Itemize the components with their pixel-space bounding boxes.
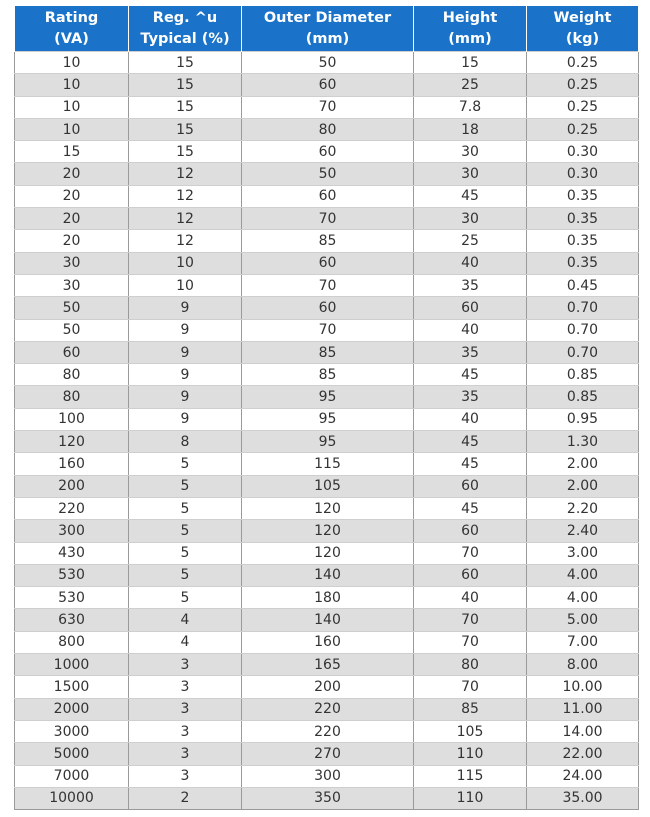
height-cell: 25	[414, 230, 527, 252]
outer-diameter-cell: 120	[242, 497, 414, 519]
regulation-cell: 3	[129, 765, 242, 787]
outer-diameter-cell: 95	[242, 431, 414, 453]
regulation-cell: 2	[129, 787, 242, 809]
height-cell: 70	[414, 542, 527, 564]
rating-cell: 530	[15, 564, 129, 586]
table-row	[15, 676, 639, 698]
rating-cell: 20	[15, 163, 129, 185]
header-regulation	[129, 6, 242, 52]
rating-cell: 15	[15, 141, 129, 163]
header-outer-diameter-line1: Outer Diameter	[263, 10, 392, 26]
regulation-cell: 3	[129, 698, 242, 720]
regulation-cell: 5	[129, 542, 242, 564]
outer-diameter-cell: 120	[242, 520, 414, 542]
weight-cell: 0.25	[527, 52, 639, 74]
weight-cell: 2.20	[527, 497, 639, 519]
height-cell: 85	[414, 698, 527, 720]
height-cell: 60	[414, 475, 527, 497]
outer-diameter-cell: 70	[242, 208, 414, 230]
table-row	[15, 118, 639, 140]
weight-cell: 0.35	[527, 252, 639, 274]
regulation-cell: 5	[129, 564, 242, 586]
table-body	[15, 52, 639, 810]
weight-cell: 0.25	[527, 96, 639, 118]
rating-cell: 20	[15, 185, 129, 207]
outer-diameter-cell: 300	[242, 765, 414, 787]
height-cell: 25	[414, 74, 527, 96]
rating-cell: 5000	[15, 743, 129, 765]
regulation-cell: 12	[129, 208, 242, 230]
regulation-cell: 9	[129, 386, 242, 408]
header-row	[15, 6, 639, 52]
height-cell: 7.8	[414, 96, 527, 118]
height-cell: 30	[414, 141, 527, 163]
regulation-cell: 10	[129, 252, 242, 274]
rating-cell: 80	[15, 386, 129, 408]
table-row	[15, 274, 639, 296]
regulation-cell: 15	[129, 118, 242, 140]
weight-cell: 0.30	[527, 141, 639, 163]
rating-cell: 120	[15, 431, 129, 453]
rating-cell: 160	[15, 453, 129, 475]
table-row	[15, 631, 639, 653]
outer-diameter-cell: 60	[242, 141, 414, 163]
transformer-spec-table	[14, 6, 639, 810]
weight-cell: 2.00	[527, 475, 639, 497]
regulation-cell: 3	[129, 654, 242, 676]
outer-diameter-cell: 140	[242, 609, 414, 631]
outer-diameter-cell: 220	[242, 698, 414, 720]
height-cell: 110	[414, 787, 527, 809]
weight-cell: 0.85	[527, 386, 639, 408]
rating-cell: 530	[15, 587, 129, 609]
header-weight-line2: (kg)	[565, 31, 600, 47]
table-row	[15, 408, 639, 430]
table-row	[15, 141, 639, 163]
table-row	[15, 74, 639, 96]
weight-cell: 0.70	[527, 319, 639, 341]
height-cell: 105	[414, 720, 527, 742]
table-row	[15, 475, 639, 497]
spec-table-container	[14, 6, 638, 810]
regulation-cell: 3	[129, 720, 242, 742]
weight-cell: 0.95	[527, 408, 639, 430]
regulation-cell: 15	[129, 141, 242, 163]
weight-cell: 0.30	[527, 163, 639, 185]
regulation-cell: 5	[129, 497, 242, 519]
outer-diameter-cell: 270	[242, 743, 414, 765]
height-cell: 70	[414, 609, 527, 631]
rating-cell: 630	[15, 609, 129, 631]
regulation-cell: 12	[129, 163, 242, 185]
table-row	[15, 654, 639, 676]
regulation-cell: 9	[129, 364, 242, 386]
height-cell: 70	[414, 676, 527, 698]
height-cell: 15	[414, 52, 527, 74]
regulation-cell: 5	[129, 453, 242, 475]
rating-cell: 30	[15, 274, 129, 296]
regulation-cell: 4	[129, 631, 242, 653]
height-cell: 35	[414, 341, 527, 363]
outer-diameter-cell: 60	[242, 297, 414, 319]
weight-cell: 2.40	[527, 520, 639, 542]
outer-diameter-cell: 85	[242, 230, 414, 252]
table-row	[15, 364, 639, 386]
header-regulation-line1: Reg. ^u	[152, 10, 218, 26]
weight-cell: 4.00	[527, 587, 639, 609]
rating-cell: 30	[15, 252, 129, 274]
height-cell: 40	[414, 408, 527, 430]
weight-cell: 35.00	[527, 787, 639, 809]
rating-cell: 60	[15, 341, 129, 363]
rating-cell: 200	[15, 475, 129, 497]
weight-cell: 2.00	[527, 453, 639, 475]
outer-diameter-cell: 200	[242, 676, 414, 698]
rating-cell: 2000	[15, 698, 129, 720]
table-row	[15, 720, 639, 742]
weight-cell: 0.25	[527, 74, 639, 96]
regulation-cell: 3	[129, 676, 242, 698]
height-cell: 40	[414, 319, 527, 341]
table-row	[15, 587, 639, 609]
rating-cell: 80	[15, 364, 129, 386]
height-cell: 45	[414, 453, 527, 475]
table-row	[15, 743, 639, 765]
weight-cell: 8.00	[527, 654, 639, 676]
weight-cell: 0.35	[527, 208, 639, 230]
height-cell: 35	[414, 274, 527, 296]
outer-diameter-cell: 180	[242, 587, 414, 609]
weight-cell: 0.35	[527, 185, 639, 207]
table-row	[15, 252, 639, 274]
height-cell: 60	[414, 297, 527, 319]
height-cell: 60	[414, 564, 527, 586]
regulation-cell: 9	[129, 297, 242, 319]
weight-cell: 22.00	[527, 743, 639, 765]
regulation-cell: 5	[129, 520, 242, 542]
table-row	[15, 386, 639, 408]
table-row	[15, 297, 639, 319]
weight-cell: 0.70	[527, 341, 639, 363]
header-outer-diameter	[242, 6, 414, 52]
height-cell: 80	[414, 654, 527, 676]
rating-cell: 10	[15, 96, 129, 118]
table-row	[15, 453, 639, 475]
outer-diameter-cell: 165	[242, 654, 414, 676]
outer-diameter-cell: 50	[242, 52, 414, 74]
table-row	[15, 341, 639, 363]
height-cell: 45	[414, 364, 527, 386]
table-row	[15, 542, 639, 564]
outer-diameter-cell: 350	[242, 787, 414, 809]
rating-cell: 100	[15, 408, 129, 430]
rating-cell: 220	[15, 497, 129, 519]
header-height	[414, 6, 527, 52]
regulation-cell: 9	[129, 319, 242, 341]
table-row	[15, 431, 639, 453]
height-cell: 45	[414, 497, 527, 519]
rating-cell: 10	[15, 118, 129, 140]
table-row	[15, 230, 639, 252]
outer-diameter-cell: 95	[242, 386, 414, 408]
weight-cell: 1.30	[527, 431, 639, 453]
regulation-cell: 5	[129, 587, 242, 609]
height-cell: 18	[414, 118, 527, 140]
regulation-cell: 5	[129, 475, 242, 497]
weight-cell: 0.35	[527, 230, 639, 252]
height-cell: 45	[414, 185, 527, 207]
regulation-cell: 9	[129, 341, 242, 363]
weight-cell: 4.00	[527, 564, 639, 586]
header-height-line1: Height	[442, 10, 498, 26]
outer-diameter-cell: 60	[242, 252, 414, 274]
rating-cell: 20	[15, 208, 129, 230]
outer-diameter-cell: 160	[242, 631, 414, 653]
regulation-cell: 8	[129, 431, 242, 453]
rating-cell: 50	[15, 297, 129, 319]
table-row	[15, 698, 639, 720]
regulation-cell: 15	[129, 96, 242, 118]
outer-diameter-cell: 105	[242, 475, 414, 497]
outer-diameter-cell: 70	[242, 274, 414, 296]
outer-diameter-cell: 140	[242, 564, 414, 586]
regulation-cell: 15	[129, 52, 242, 74]
weight-cell: 11.00	[527, 698, 639, 720]
weight-cell: 14.00	[527, 720, 639, 742]
table-row	[15, 564, 639, 586]
weight-cell: 0.25	[527, 118, 639, 140]
outer-diameter-cell: 85	[242, 364, 414, 386]
height-cell: 40	[414, 587, 527, 609]
regulation-cell: 10	[129, 274, 242, 296]
height-cell: 45	[414, 431, 527, 453]
header-rating-line2: (VA)	[54, 31, 89, 47]
regulation-cell: 12	[129, 185, 242, 207]
rating-cell: 10	[15, 52, 129, 74]
table-row	[15, 497, 639, 519]
height-cell: 35	[414, 386, 527, 408]
weight-cell: 24.00	[527, 765, 639, 787]
weight-cell: 7.00	[527, 631, 639, 653]
regulation-cell: 12	[129, 230, 242, 252]
weight-cell: 0.85	[527, 364, 639, 386]
regulation-cell: 4	[129, 609, 242, 631]
table-row	[15, 208, 639, 230]
outer-diameter-cell: 60	[242, 185, 414, 207]
outer-diameter-cell: 85	[242, 341, 414, 363]
weight-cell: 0.45	[527, 274, 639, 296]
rating-cell: 430	[15, 542, 129, 564]
height-cell: 110	[414, 743, 527, 765]
regulation-cell: 15	[129, 74, 242, 96]
outer-diameter-cell: 50	[242, 163, 414, 185]
outer-diameter-cell: 70	[242, 319, 414, 341]
rating-cell: 10	[15, 74, 129, 96]
rating-cell: 50	[15, 319, 129, 341]
rating-cell: 1000	[15, 654, 129, 676]
weight-cell: 10.00	[527, 676, 639, 698]
header-height-line2: (mm)	[448, 31, 492, 47]
rating-cell: 1500	[15, 676, 129, 698]
outer-diameter-cell: 95	[242, 408, 414, 430]
height-cell: 30	[414, 163, 527, 185]
table-header	[15, 6, 639, 52]
table-row	[15, 765, 639, 787]
outer-diameter-cell: 120	[242, 542, 414, 564]
regulation-cell: 3	[129, 743, 242, 765]
table-row	[15, 319, 639, 341]
outer-diameter-cell: 115	[242, 453, 414, 475]
table-row	[15, 163, 639, 185]
height-cell: 70	[414, 631, 527, 653]
rating-cell: 20	[15, 230, 129, 252]
height-cell: 115	[414, 765, 527, 787]
header-weight-line1: Weight	[553, 10, 612, 26]
rating-cell: 3000	[15, 720, 129, 742]
height-cell: 40	[414, 252, 527, 274]
rating-cell: 7000	[15, 765, 129, 787]
header-rating-line1: Rating	[44, 10, 99, 26]
weight-cell: 3.00	[527, 542, 639, 564]
rating-cell: 10000	[15, 787, 129, 809]
weight-cell: 5.00	[527, 609, 639, 631]
rating-cell: 800	[15, 631, 129, 653]
height-cell: 30	[414, 208, 527, 230]
regulation-cell: 9	[129, 408, 242, 430]
outer-diameter-cell: 60	[242, 74, 414, 96]
weight-cell: 0.70	[527, 297, 639, 319]
outer-diameter-cell: 70	[242, 96, 414, 118]
table-row	[15, 787, 639, 809]
table-row	[15, 52, 639, 74]
header-outer-diameter-line2: (mm)	[305, 31, 350, 47]
header-rating	[15, 6, 129, 52]
height-cell: 60	[414, 520, 527, 542]
outer-diameter-cell: 80	[242, 118, 414, 140]
table-row	[15, 609, 639, 631]
header-weight	[527, 6, 639, 52]
table-row	[15, 96, 639, 118]
table-row	[15, 520, 639, 542]
header-regulation-line2: Typical (%)	[140, 31, 230, 47]
rating-cell: 300	[15, 520, 129, 542]
table-row	[15, 185, 639, 207]
outer-diameter-cell: 220	[242, 720, 414, 742]
